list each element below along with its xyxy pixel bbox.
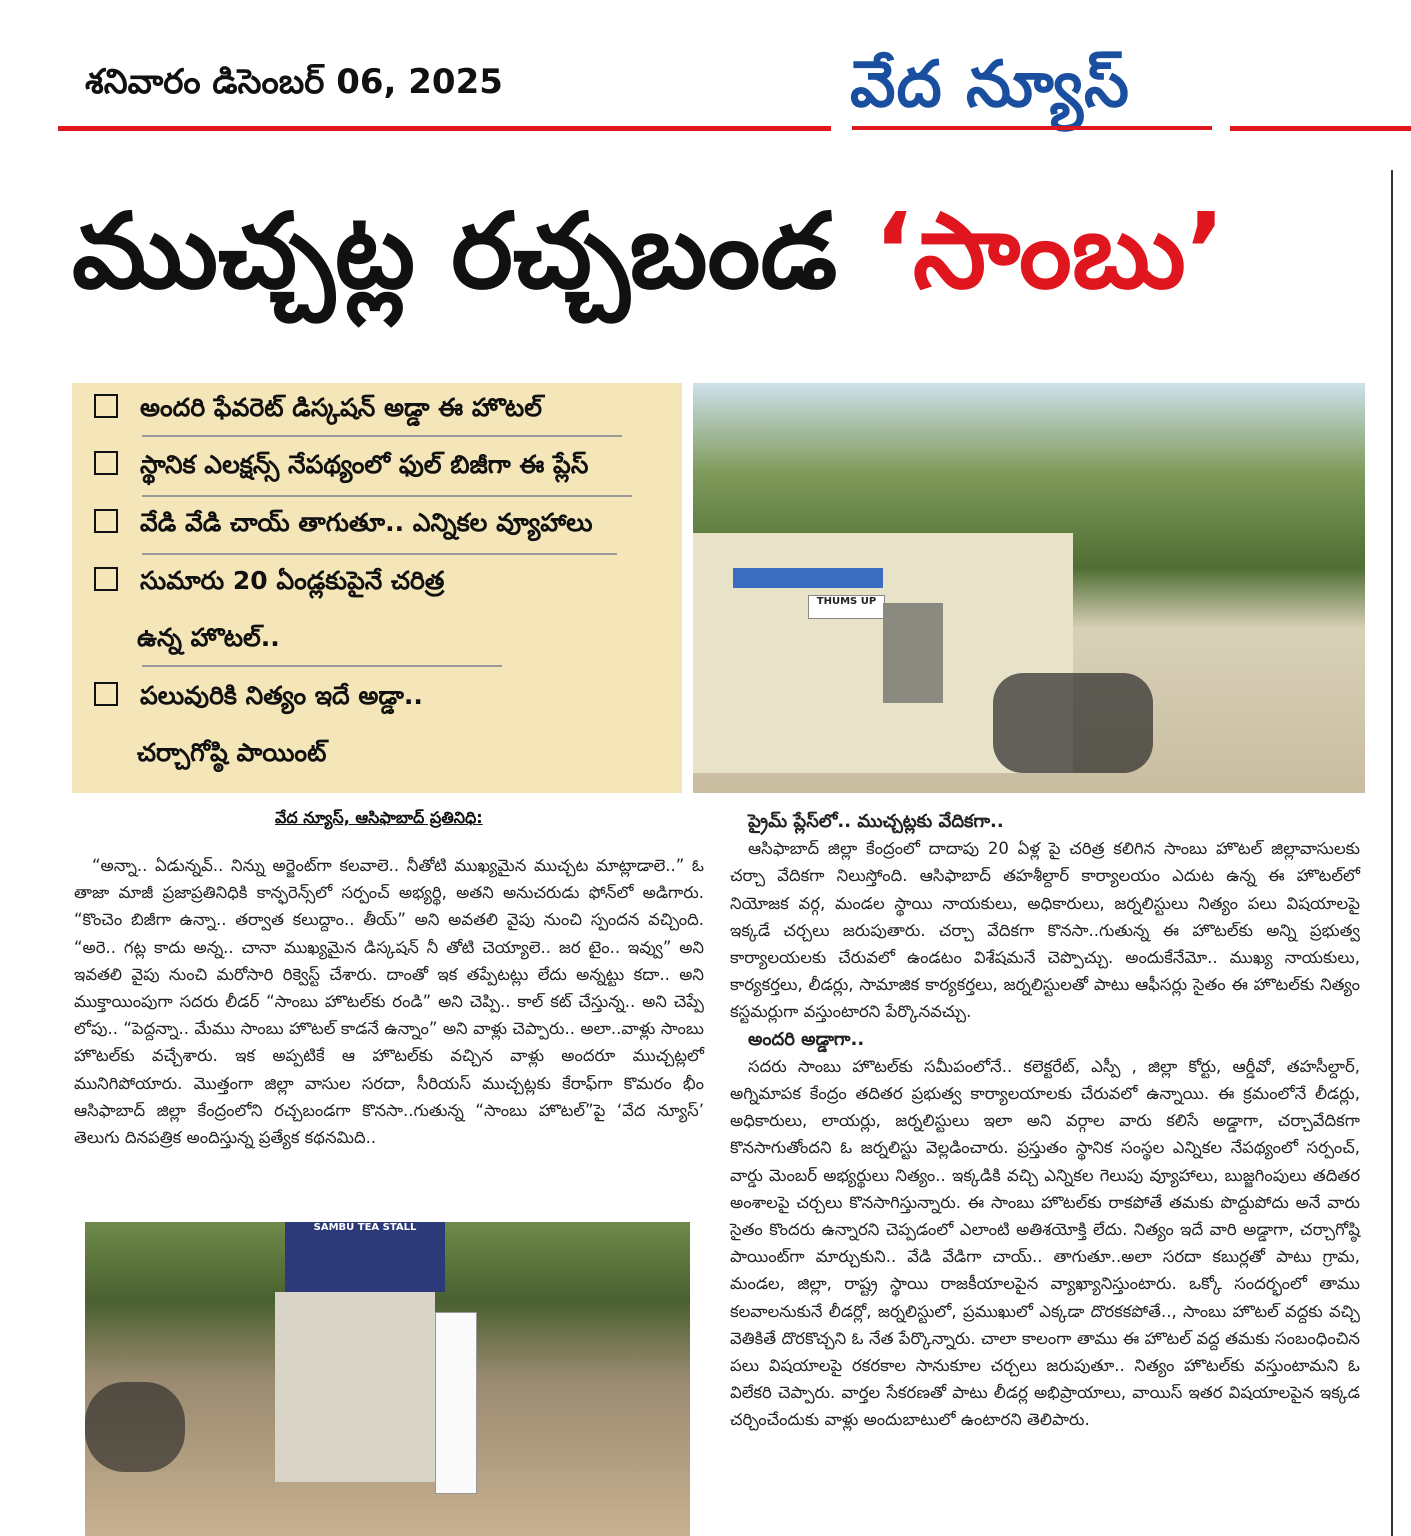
- divider: [142, 553, 617, 555]
- byline: వేద న్యూస్, ఆసిఫాబాద్ ప్రతినిధి:: [275, 808, 483, 827]
- divider: [142, 495, 632, 497]
- motorcycles: [993, 673, 1153, 773]
- headline: [72, 190, 1372, 338]
- hotel-street-photo: [693, 383, 1365, 793]
- shutter: [883, 603, 943, 703]
- shop-sign: THUMS UP: [808, 595, 885, 619]
- checkbox-bullet-icon: [94, 394, 118, 418]
- tea-stall-photo: [85, 1222, 690, 1536]
- header-rule-left: [58, 126, 831, 131]
- subheading: అందరి అడ్డాగా..: [748, 1028, 865, 1050]
- highlight-text-cont: చర్చాగోష్ఠి పాయింట్: [137, 738, 327, 767]
- column-divider: [1391, 170, 1393, 1536]
- highlight-text: సుమారు 20 ఏండ్లకుపైనే చరిత్ర: [140, 566, 445, 595]
- headline-highlight: ‘సాంబు’: [873, 190, 1226, 312]
- highlight-item: [94, 566, 444, 602]
- article-paragraph: సదరు సాంబు హొటల్‌కు సమీపంలోనే.. కలెక్టరేట్, ఎస్పీ , జిల్లా కోర్టు, ఆర్డీవో, తహసీల్దార్, అగ్నిమాపక కేంద్రం తదితర ప్రభుత్వ కార్యాలయాలకు చేరువలో ఉన్నాయి. ఈ క్రమంలోనే లీడర్లు, అధికారులు, లాయర్లు, జర్నలిస్టులు ఇలా అని వర్గాల వారు కలిసే అడ్డాగా, చర్చావేదికగా కొనసాగుతోందని ఓ జర్నలిస్టు వెల్లడించారు. ప్రస్తుతం స్థానిక సంస్థల ఎన్నికల నేపథ్యంలో సర్పంచ్, వార్డు మెంబర్ అభ్యర్థులు నిత్యం.. ఇక్కడికి వచ్చి ఎన్నికల గెలుపు వ్యూహాలు, బుజ్జగింపులు తదితర అంశాలపై చర్చలు కొనసాగిస్తున్నారు. ఈ సాంబు హొటల్‌కు రాకపోతే తమకు పొద్దుపోదు అనే వారు సైతం కొందరు ఉన్నారని చెప్పడంలో ఎలాంటి అతిశయోక్తి లేదు. నిత్యం ఇదే వారి అడ్డాగా, చర్చాగోష్ఠి పాయింట్‌గా మార్చుకుని.. వేడి వేడిగా చాయ్.. తాగుతూ..అలా సరదా కబుర్లతో పాటు గ్రామ, మండల, జిల్లా, రాష్ట్ర స్థాయి రాజకీయాలపైన వ్యాఖ్యానిస్తుంటారు. ఒక్కో సందర్భంలో తాము కలవాలనుకునే లీడర్లో, జర్నలిస్టులో, ప్రముఖులో ఎక్కడా దొరకకపోతే.., సాంబు హొటల్ వద్దకు వచ్చి వెతికితే దొరకొచ్చని ఓ నేత పేర్కొన్నారు. చాలా కాలంగా తాము ఈ హొటల్ వద్ద తమకు సంబంధించిన పలు విషయాలపై రకరకాల సానుకూల చర్చలు జరుపుతూ.. నిత్యం హొటల్‌కు వస్తుంటామని ఓ విలేకరి చెప్పారు. వార్తల సేకరణతో పాటు లీడర్ల అభిప్రాయాలు, వాయిస్ ఇతర విషయాలపైన ఇక్కడ చర్చించేందుకు వాళ్లు అందుబాటులో ఉంటారని తెలిపారు.: [730, 1056, 1360, 1430]
- checkbox-bullet-icon: [94, 451, 118, 475]
- cold-drink-board: [435, 1312, 477, 1494]
- masthead-underline: [852, 126, 1212, 130]
- highlight-text: వేడి వేడి చాయ్ తాగుతూ.. ఎన్నికల వ్యూహాలు: [140, 508, 593, 537]
- highlight-text: స్థానిక ఎలక్షన్స్ నేపథ్యంలో ఫుల్ బిజీగా ఈ ప్లేస్: [140, 450, 589, 479]
- checkbox-bullet-icon: [94, 509, 118, 533]
- divider: [142, 435, 622, 437]
- headline-main: ముచ్చట్ల రచ్చబండ: [72, 190, 874, 312]
- highlight-item: [94, 450, 588, 486]
- highlight-item: [94, 681, 423, 717]
- header-rule-right: [1230, 126, 1411, 131]
- highlight-item: [94, 508, 593, 544]
- highlight-text-cont: ఉన్న హొటల్..: [137, 623, 280, 652]
- left-column-body: [74, 852, 704, 1151]
- awning: [733, 568, 883, 588]
- checkbox-bullet-icon: [94, 567, 118, 591]
- masthead-logo: వేద న్యూస్: [850, 48, 1130, 122]
- subheading: ప్రైమ్ ప్లేస్‌లో.. ముచ్చట్లకు వేదికగా..: [748, 811, 1004, 832]
- highlight-item: [94, 393, 542, 429]
- article-paragraph: “అన్నా.. ఏడున్నవ్.. నిన్ను అర్జెంట్‌గా కలవాలె.. నీతోటి ముఖ్యమైన ముచ్చట మాట్లాడాలె..” ఓ తాజా మాజీ ప్రజాప్రతినిధికి కాన్ఫరెన్స్‌లో సర్పంచ్ అభ్యర్థి, అతని అనుచరుడు ఫోన్‌లో అడిగారు. “కొంచెం బిజీగా ఉన్నా.. తర్వాత కలుద్దాం.. తీయ్” అని అవతలి వైపు నుంచి స్పందన వచ్చింది. “అరె.. గట్ల కాదు అన్న.. చానా ముఖ్యమైన డిస్కషన్ నీ తోటి చెయ్యాలె.. జర టైం.. ఇవ్వు” అని ఇవతలి వైపు నుంచి మరోసారి రిక్వెస్ట్ చేశారు. దాంతో ఇక తప్పేటట్లు లేదు అన్నట్టు కదా.. అని ముక్తాయింపుగా సదరు లీడర్ “సాంబు హొటల్‌కు రండి” అని చెప్పి.. కాల్ కట్ చేస్తున్న.. అని చెప్పే లోపు.. “పెద్దన్నా.. మేము సాంబు హొటల్ కాడనే ఉన్నాం” అని వాళ్లు చెప్పారు.. అలా..వాళ్లు సాంబు హొటల్‌కు వచ్చేశారు. ఇక అప్పటికే ఆ హొటల్‌కు వచ్చిన వాళ్లు అందరూ ముచ్చట్లలో మునిగిపోయారు. మొత్తంగా జిల్లా వాసుల సరదా, సీరియస్ ముచ్చట్లకు కేరాఫ్‌గా కొమరం భీం ఆసిఫాబాద్ జిల్లా కేంద్రంలోని రచ్చబండగా కొనసా..గుతున్న “సాంబు హొటల్”పై ‘వేద న్యూస్’ తెలుగు దినపత్రిక అందిస్తున్న ప్రత్యేక కథనమిది..: [74, 856, 704, 1148]
- motorcycle: [85, 1382, 185, 1472]
- highlights-box: [72, 383, 682, 793]
- article-paragraph: ఆసిఫాబాద్ జిల్లా కేంద్రంలో దాదాపు 20 ఏళ్ల పై చరిత్ర కలిగిన సాంబు హొటల్ జిల్లావాసులకు చర్చా వేదికగా నిలుస్తోంది. ఆసిఫాబాద్ తహశీల్దార్ కార్యాలయం ఎదుట ఉన్న ఈ హొటల్‌లో నియోజక వర్గ, మండల స్థాయి నాయకులు, అధికారులు, జర్నలిస్టులు నిత్యం పలు విషయాలపై ఇక్కడే చర్చలు జరుపుతారు. చర్చా వేదికగా కొనసా..గుతున్న ఈ హొటల్‌కు అన్ని ప్రభుత్వ కార్యాలయలకు చేరువలో ఉండటం విశేషమనే చెప్పొచ్చు. అందుకేనేమో.. ముఖ్య నాయకులు, కార్యకర్తలు, లీడర్లు, సామాజిక కార్యకర్తలు, జర్నలిస్టులతో పాటు ఆఫీసర్లు సైతం ఈ హొటల్‌కు నిత్యం కస్టమర్లుగా వస్తుంటారని పేర్కొనవచ్చు.: [730, 839, 1360, 1022]
- shop-sign: SAMBU TEA STALL: [285, 1222, 445, 1292]
- issue-date: శనివారం డిసెంబర్ 06, 2025: [85, 62, 503, 102]
- highlight-text: అందరి ఫేవరెట్ డిస్కషన్ అడ్డా ఈ హొటల్: [140, 393, 542, 422]
- checkbox-bullet-icon: [94, 682, 118, 706]
- divider: [142, 665, 502, 667]
- right-column-body: [730, 808, 1360, 1434]
- stall-counter: [275, 1292, 435, 1482]
- highlight-text: పలువురికి నిత్యం ఇదే అడ్డా..: [140, 681, 423, 710]
